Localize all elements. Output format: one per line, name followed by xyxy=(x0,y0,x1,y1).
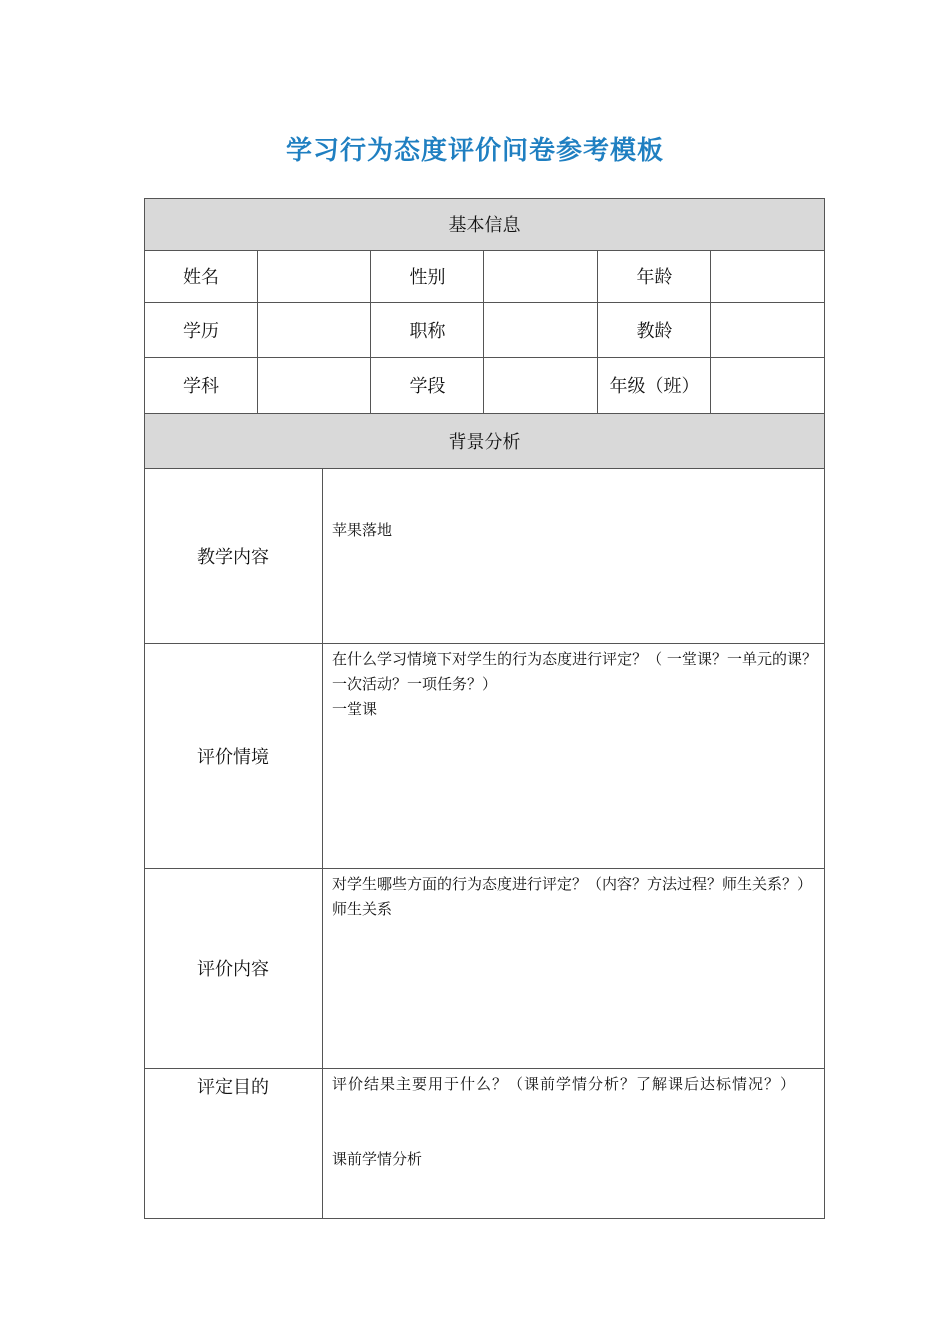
column-divider xyxy=(257,250,258,413)
evaluation-content-cell[interactable] xyxy=(322,868,825,1068)
row-divider xyxy=(144,250,825,251)
document-title: 学习行为态度评价问卷参考模板 xyxy=(285,136,664,166)
column-divider xyxy=(322,468,323,1219)
row-divider xyxy=(144,1068,825,1069)
evaluation-purpose-question: 评价结果主要用于什么？（课前学情分析？了解课后达标情况？） xyxy=(332,1075,797,1093)
evaluation-purpose-answer: 课前学情分析 xyxy=(332,1150,423,1168)
column-divider xyxy=(370,250,371,413)
subject-field[interactable] xyxy=(258,357,371,413)
evaluation-context-answer: 一堂课 xyxy=(332,700,378,718)
table-border-bottom xyxy=(144,1218,825,1219)
education-field[interactable] xyxy=(258,302,371,357)
background-header: 背景分析 xyxy=(144,413,825,468)
name-field[interactable] xyxy=(258,250,371,302)
grade-class-field[interactable] xyxy=(711,357,825,413)
table-border-right xyxy=(824,198,825,1219)
teaching-years-label: 教龄 xyxy=(636,320,673,342)
gender-field[interactable] xyxy=(484,250,598,302)
age-field[interactable] xyxy=(711,250,825,302)
school-stage-label: 学段 xyxy=(409,376,446,397)
teaching-years-field[interactable] xyxy=(711,302,825,357)
column-divider xyxy=(710,250,711,413)
evaluation-context-question: 在什么学习情境下对学生的行为态度进行评定？（ 一堂课？一单元的课？一次活动？一项任务？） xyxy=(332,650,817,693)
evaluation-content-label: 评价内容 xyxy=(197,959,269,980)
row-divider xyxy=(144,468,825,469)
column-divider xyxy=(483,250,484,413)
row-divider xyxy=(144,302,825,303)
column-divider xyxy=(597,250,598,413)
evaluation-purpose-cell[interactable] xyxy=(322,1068,825,1219)
age-label: 年龄 xyxy=(636,267,673,288)
teaching-content-label: 教学内容 xyxy=(197,546,269,568)
evaluation-context-cell[interactable] xyxy=(322,643,825,868)
teaching-content-cell[interactable] xyxy=(322,468,825,643)
row-divider xyxy=(144,357,825,358)
teaching-content-answer: 苹果落地 xyxy=(332,521,393,539)
evaluation-purpose-label: 评定目的 xyxy=(197,1077,269,1098)
grade-class-label: 年级（班） xyxy=(609,376,700,397)
name-label: 姓名 xyxy=(183,267,219,288)
gender-label: 性别 xyxy=(409,267,446,288)
evaluation-context-label: 评价情境 xyxy=(197,746,269,768)
row-divider xyxy=(144,413,825,414)
basic-info-header: 基本信息 xyxy=(144,198,825,250)
evaluation-content-answer: 师生关系 xyxy=(332,900,393,918)
row-divider xyxy=(144,868,825,869)
row-divider xyxy=(144,643,825,644)
evaluation-content-question: 对学生哪些方面的行为态度进行评定？（内容？方法过程？师生关系？） xyxy=(332,875,813,893)
education-label: 学历 xyxy=(183,320,219,342)
title-field[interactable] xyxy=(484,302,598,357)
table-border-left xyxy=(144,198,145,1219)
title-label: 职称 xyxy=(409,320,446,342)
evaluation-form xyxy=(144,198,825,1219)
table-border-top xyxy=(144,198,825,199)
subject-label: 学科 xyxy=(183,376,219,397)
school-stage-field[interactable] xyxy=(484,357,598,413)
